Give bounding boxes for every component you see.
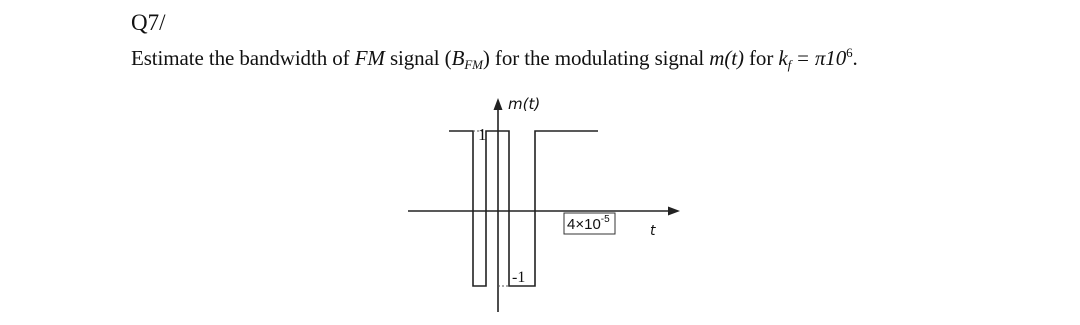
bandwidth-subscript: FM xyxy=(464,57,483,72)
pi-ten-value: π10 xyxy=(814,46,847,70)
exponent-value: 6 xyxy=(846,45,853,60)
statement-intro: Estimate the bandwidth of xyxy=(131,46,355,70)
kf-subscript: f xyxy=(787,57,792,72)
time-value-label xyxy=(567,214,610,233)
y-axis-label: m(t) xyxy=(508,95,541,113)
message-signal-symbol: m(t) xyxy=(709,46,744,70)
square-wave-signal xyxy=(449,131,598,286)
question-number: Q7/ xyxy=(131,10,166,35)
statement-period: . xyxy=(852,46,858,70)
statement-signal: signal ( xyxy=(384,46,452,70)
time-value-base: 4×10 xyxy=(567,216,601,233)
kf-symbol: k xyxy=(778,46,788,70)
bandwidth-symbol: B xyxy=(451,46,465,70)
level-low-label: -1 xyxy=(512,269,526,286)
time-value-exponent: -5 xyxy=(600,214,610,225)
statement-close-for: ) for the modulating signal xyxy=(482,46,710,70)
amplitude-axis-arrowhead xyxy=(494,98,503,110)
level-high-label: 1 xyxy=(478,125,487,144)
fm-term: FM xyxy=(354,46,385,70)
statement-for: for xyxy=(743,46,779,70)
time-axis-arrowhead xyxy=(668,207,680,216)
x-axis-label: t xyxy=(650,223,656,239)
equals-sign: = xyxy=(797,46,809,70)
